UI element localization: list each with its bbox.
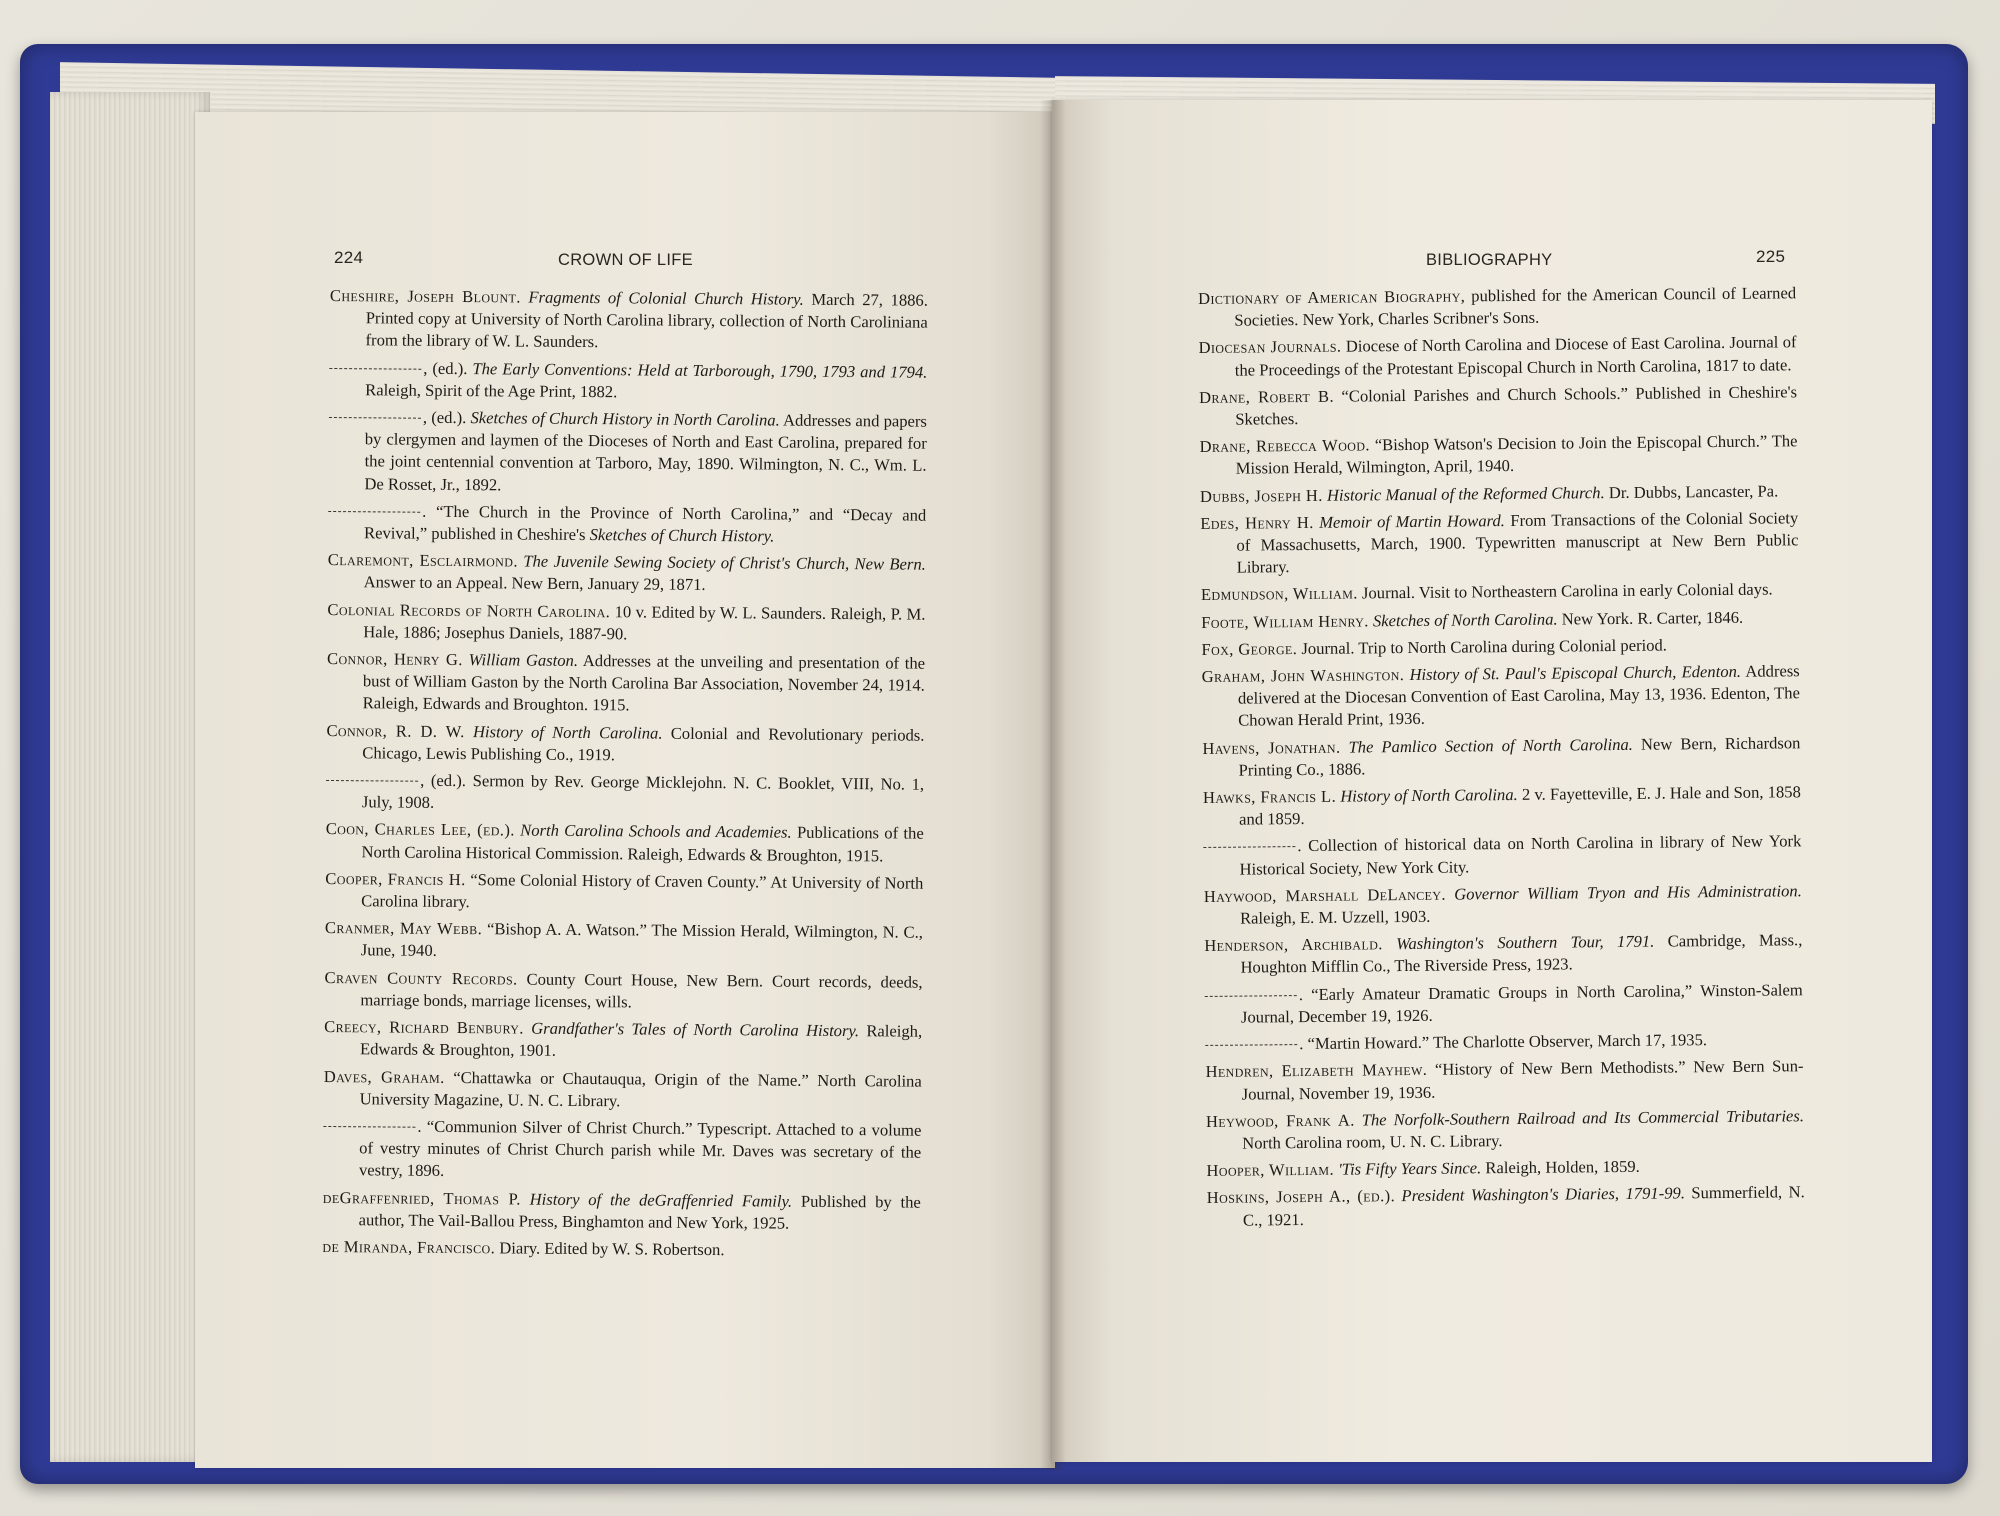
entry-title: Sketches of Church History. [589, 525, 775, 546]
entry-details: County Court House, New Bern. Court records, deeds, marriage bonds, marriage licenses, wills. [360, 969, 923, 1012]
entry-details: New Bern, Richardson Printing Co., 1886. [1238, 732, 1801, 780]
entry-author: Drane, Robert B. [1198, 386, 1335, 407]
entry-details: Raleigh, Holden, 1859. [1485, 1156, 1640, 1178]
entry-details: “Bishop Watson's Decision to Join the Episcopal Church.” The Mission Herald, Wilmington, April, 1940. [1235, 431, 1798, 479]
bibliography-entry [1205, 1056, 1803, 1106]
entry-title: History of North Carolina. [1340, 785, 1518, 806]
entry-author: Colonial Records of North Carolina. [327, 599, 611, 621]
entry-details: Raleigh, Edwards & Broughton, 1901. [359, 1021, 923, 1061]
entry-details: published for the American Council of Learned Societies. New York, Charles Scribner's Sons. [1234, 283, 1797, 330]
entry-title: History of St. Paul's Episcopal Church, Edenton. [1409, 661, 1742, 685]
entry-details: March 27, 1886. Printed copy at University of North Carolina library, collection of North Caroliniana from the library of W. L. Saunders. [365, 289, 928, 352]
entry-author: Hooper, William. [1206, 1159, 1335, 1181]
bibliography-entry [1202, 660, 1801, 732]
bibliography-entry [1203, 831, 1801, 881]
bibliography-entry [1201, 633, 1799, 661]
entry-title: Sketches of Church History in North Carolina. [470, 408, 780, 430]
ditto-dash [328, 511, 420, 513]
bibliography-entry [328, 549, 926, 598]
bibliography-entry [1199, 430, 1797, 480]
left-page-number: 224 [334, 248, 364, 267]
entry-details: Diocese of North Carolina and Diocese of East Carolina. Journal of the Proceedings of the Protestant Episcopal Church in North Carolina, 1817 to date. [1234, 332, 1797, 380]
entry-prefix: . “Communion Silver of Christ Church.” Typescript. Attached to a volume of vestry minutes of Christ Church parish while Mr. Daves was secretary of the vestry, 1896. [358, 1116, 922, 1181]
bibliography-entry [1200, 480, 1798, 508]
entry-author: Hawks, Francis L. [1202, 786, 1337, 808]
entry-author: de Miranda, Francisco. [322, 1236, 496, 1258]
entry-author: Hendren, Elizabeth Mayhew. [1205, 1060, 1428, 1082]
entry-details: Addresses at the unveiling and presentation of the bust of William Gaston by the North Carolina Bar Association, November 24, 1914. Raleigh, Edwards and Broughton. 1915. [362, 651, 926, 715]
entry-details: “Chattawka or Chautauqua, Origin of the Name.” North Carolina University Magazine, U. N. C. Library. [359, 1067, 922, 1111]
bibliography-entry [1205, 1028, 1803, 1056]
bibliography-entry [1206, 1154, 1804, 1182]
bibliography-entry [1201, 606, 1799, 634]
right-running-head: BIBLIOGRAPHY [1426, 251, 1553, 269]
entry-prefix: . “Early Amateur Dramatic Groups in North Carolina,” Winston-Salem Journal, December 19, 1926. [1240, 979, 1803, 1027]
entry-author: Heywood, Frank A. [1205, 1110, 1355, 1131]
bibliography-entry [323, 1115, 922, 1186]
entry-author: Cheshire, Joseph Blount. [329, 285, 521, 307]
entry-title: President Washington's Diaries, 1791-99. [1401, 1183, 1686, 1206]
entry-title: History of North Carolina. [472, 721, 663, 743]
entry-author: Craven County Records. [324, 967, 518, 989]
bibliography-entry [329, 357, 927, 406]
entry-title: Historic Manual of the Reformed Church. [1326, 482, 1605, 505]
entry-title: William Gaston. [468, 650, 579, 671]
entry-details: Published by the author, The Vail-Ballou Press, Binghamton and New York, 1925. [358, 1191, 921, 1233]
entry-details: Publications of the North Carolina Historical Commission. Raleigh, Edwards & Broughton, 1915. [361, 823, 924, 866]
entry-details: “Bishop A. A. Watson.” The Mission Herald, Wilmington, N. C., June, 1940. [360, 919, 924, 961]
bibliography-entry [1206, 1105, 1804, 1155]
entry-author: Fox, George. [1201, 638, 1298, 659]
bibliography-entry [1201, 579, 1799, 607]
entry-details: “History of New Bern Methodists.” New Bern Sun-Journal, November 19, 1936. [1241, 1056, 1804, 1104]
entry-author: Graham, John Washington. [1201, 665, 1405, 687]
bibliography-entry [325, 818, 923, 867]
entry-details: Raleigh, E. M. Uzzell, 1903. [1239, 906, 1431, 928]
entry-title: History of the deGraffenried Family. [529, 1189, 793, 1211]
entry-author: Connor, Henry G. [326, 649, 463, 670]
entry-author: Dictionary of American Biography, [1198, 286, 1466, 308]
bibliography-entry [328, 500, 926, 549]
entry-author: Creecy, Richard Benbury. [324, 1017, 524, 1038]
entry-author: Coon, Charles Lee, (ed.). [325, 819, 515, 840]
entry-author: Dubbs, Joseph H. [1199, 485, 1323, 506]
bibliography-entry [1204, 880, 1802, 930]
bibliography-entry [1204, 930, 1802, 980]
ditto-dash [329, 368, 421, 370]
bibliography-entry [324, 1016, 922, 1065]
entry-author: Connor, R. D. W. [326, 720, 465, 741]
page-fore-edge [50, 92, 210, 1462]
entry-author: Cooper, Francis H. [325, 868, 466, 889]
bibliography-entry [1205, 979, 1803, 1029]
entry-details: Addresses and papers by clergymen and laymen of the Dioceses of North and East Carolina, prepared for the joint centennial convention at Tarboro, May, 1890. Wilmington, N. C., Wm. L. De Rosset, Jr., 1892. [364, 410, 928, 494]
ditto-dash [329, 417, 421, 419]
entry-author: Hoskins, Joseph A., (ed.). [1206, 1186, 1396, 1208]
bibliography-entry [326, 769, 924, 818]
entry-author: Henderson, Archibald. [1204, 934, 1383, 956]
entry-title: Governor William Tryon and His Administration. [1454, 881, 1802, 904]
entry-prefix: , (ed.). [422, 407, 467, 428]
entry-prefix: , (ed.). [423, 358, 468, 378]
entry-details: Colonial and Revolutionary periods. Chicago, Lewis Publishing Co., 1919. [362, 723, 925, 765]
entry-prefix: , (ed.). Sermon by Rev. George Micklejohn. N. C. Booklet, VIII, No. 1, July, 1908. [361, 770, 925, 813]
ditto-dash [1203, 847, 1295, 849]
ditto-dash [1205, 995, 1297, 997]
entry-details: Journal. Trip to North Carolina during Colonial period. [1301, 635, 1667, 658]
entry-details: Answer to an Appeal. New Bern, January 29, 1871. [363, 572, 706, 595]
entry-title: The Pamlico Section of North Carolina. [1348, 734, 1634, 757]
entry-author: Edes, Henry H. [1200, 512, 1314, 533]
right-bibliography-list [1198, 282, 1805, 1236]
bibliography-entry [323, 1186, 921, 1235]
entry-details: New York. R. Carter, 1846. [1561, 607, 1744, 629]
entry-details: Raleigh, Spirit of the Age Print, 1882. [365, 380, 618, 402]
bibliography-entry [328, 406, 927, 500]
bibliography-entry [327, 599, 925, 648]
entry-title: The Juvenile Sewing Society of Christ's Church, New Bern. [523, 551, 926, 574]
entry-title: 'Tis Fifty Years Since. [1338, 1158, 1482, 1179]
entry-author: Daves, Graham. [323, 1066, 445, 1087]
entry-details: Journal. Visit to Northeastern Carolina in early Colonial days. [1361, 579, 1773, 603]
bibliography-entry [329, 285, 928, 356]
entry-details: Address delivered at the Diocesan Convention of East Carolina, May 13, 1936. Edenton, The Chowan Herald Print, 1936. [1237, 661, 1801, 731]
entry-author: Edmundson, William. [1200, 583, 1358, 605]
bibliography-entry [1203, 781, 1801, 831]
entry-title: The Early Conventions: Held at Tarborough, 1790, 1793 and 1794. [472, 358, 928, 382]
entry-author: Drane, Rebecca Wood. [1199, 435, 1371, 457]
entry-author: Claremont, Esclairmond. [327, 550, 518, 571]
bibliography-entry [325, 868, 923, 917]
entry-title: Memoir of Martin Howard. [1319, 510, 1505, 532]
entry-author: Foote, William Henry. [1201, 611, 1369, 632]
left-running-head: CROWN OF LIFE [558, 251, 693, 269]
entry-title: Grandfather's Tales of North Carolina History. [531, 1018, 860, 1041]
entry-details: Dr. Dubbs, Lancaster, Pa. [1608, 481, 1779, 502]
entry-author: deGraffenried, Thomas P. [322, 1187, 521, 1209]
entry-details: From Transactions of the Colonial Society of Massachusetts, March, 1900. Typewritten manuscript at New Bern Public Library. [1236, 508, 1799, 577]
entry-prefix: . Collection of historical data on North Carolina in library of New York Historical Society, New York City. [1239, 831, 1802, 879]
entry-title: Fragments of Colonial Church History. [528, 287, 804, 309]
entry-details: North Carolina room, U. N. C. Library. [1242, 1131, 1503, 1153]
entry-author: Haywood, Marshall DeLancey. [1203, 884, 1446, 906]
right-page-number: 225 [1756, 247, 1786, 266]
bibliography-entry [326, 720, 924, 769]
left-bibliography-list [322, 285, 928, 1268]
bibliography-entry [1202, 732, 1800, 782]
bibliography-entry [1200, 507, 1799, 579]
entry-author: Diocesan Journals. [1198, 337, 1342, 358]
entry-author: Cranmer, May Webb. [324, 918, 483, 939]
bibliography-entry [1199, 381, 1797, 431]
ditto-dash [326, 780, 418, 782]
bibliography-entry [1207, 1182, 1805, 1232]
bibliography-entry [324, 1065, 922, 1114]
ditto-dash [323, 1126, 415, 1128]
entry-details: Cambridge, Mass., Houghton Mifflin Co., The Riverside Press, 1923. [1240, 930, 1803, 978]
entry-details: Diary. Edited by W. S. Robertson. [499, 1238, 725, 1260]
bibliography-entry [324, 967, 922, 1016]
bibliography-entry [327, 648, 926, 719]
entry-details: “Some Colonial History of Craven County.” At University of North Carolina library. [361, 869, 924, 912]
book-gutter [1040, 100, 1066, 1470]
entry-details: 2 v. Fayetteville, E. J. Hale and Son, 1858 and 1859. [1239, 782, 1801, 829]
bibliography-entry [1198, 332, 1796, 382]
entry-title: The Norfolk-Southern Railroad and Its Commercial Tributaries. [1361, 1105, 1805, 1130]
bibliography-entry [1198, 282, 1796, 332]
entry-title: North Carolina Schools and Academies. [520, 820, 792, 843]
entry-title: Washington's Southern Tour, 1791. [1396, 931, 1655, 954]
entry-title: Sketches of North Carolina. [1372, 609, 1558, 630]
entry-author: Havens, Jonathan. [1202, 737, 1341, 758]
bibliography-entry [325, 917, 923, 966]
entry-details: “Colonial Parishes and Church Schools.” Published in Cheshire's Sketches. [1235, 382, 1798, 429]
entry-details: Summerfield, N. C., 1921. [1242, 1182, 1805, 1230]
entry-prefix: . “Martin Howard.” The Charlotte Observer, March 17, 1935. [1299, 1030, 1708, 1054]
ditto-dash [1205, 1044, 1297, 1046]
bibliography-entry [322, 1236, 920, 1263]
entry-details: 10 v. Edited by W. L. Saunders. Raleigh, P. M. Hale, 1886; Josephus Daniels, 1887-90. [363, 601, 926, 644]
entry-prefix: . “The Church in the Province of North Carolina,” and “Decay and Revival,” published in Cheshire's [363, 501, 927, 545]
